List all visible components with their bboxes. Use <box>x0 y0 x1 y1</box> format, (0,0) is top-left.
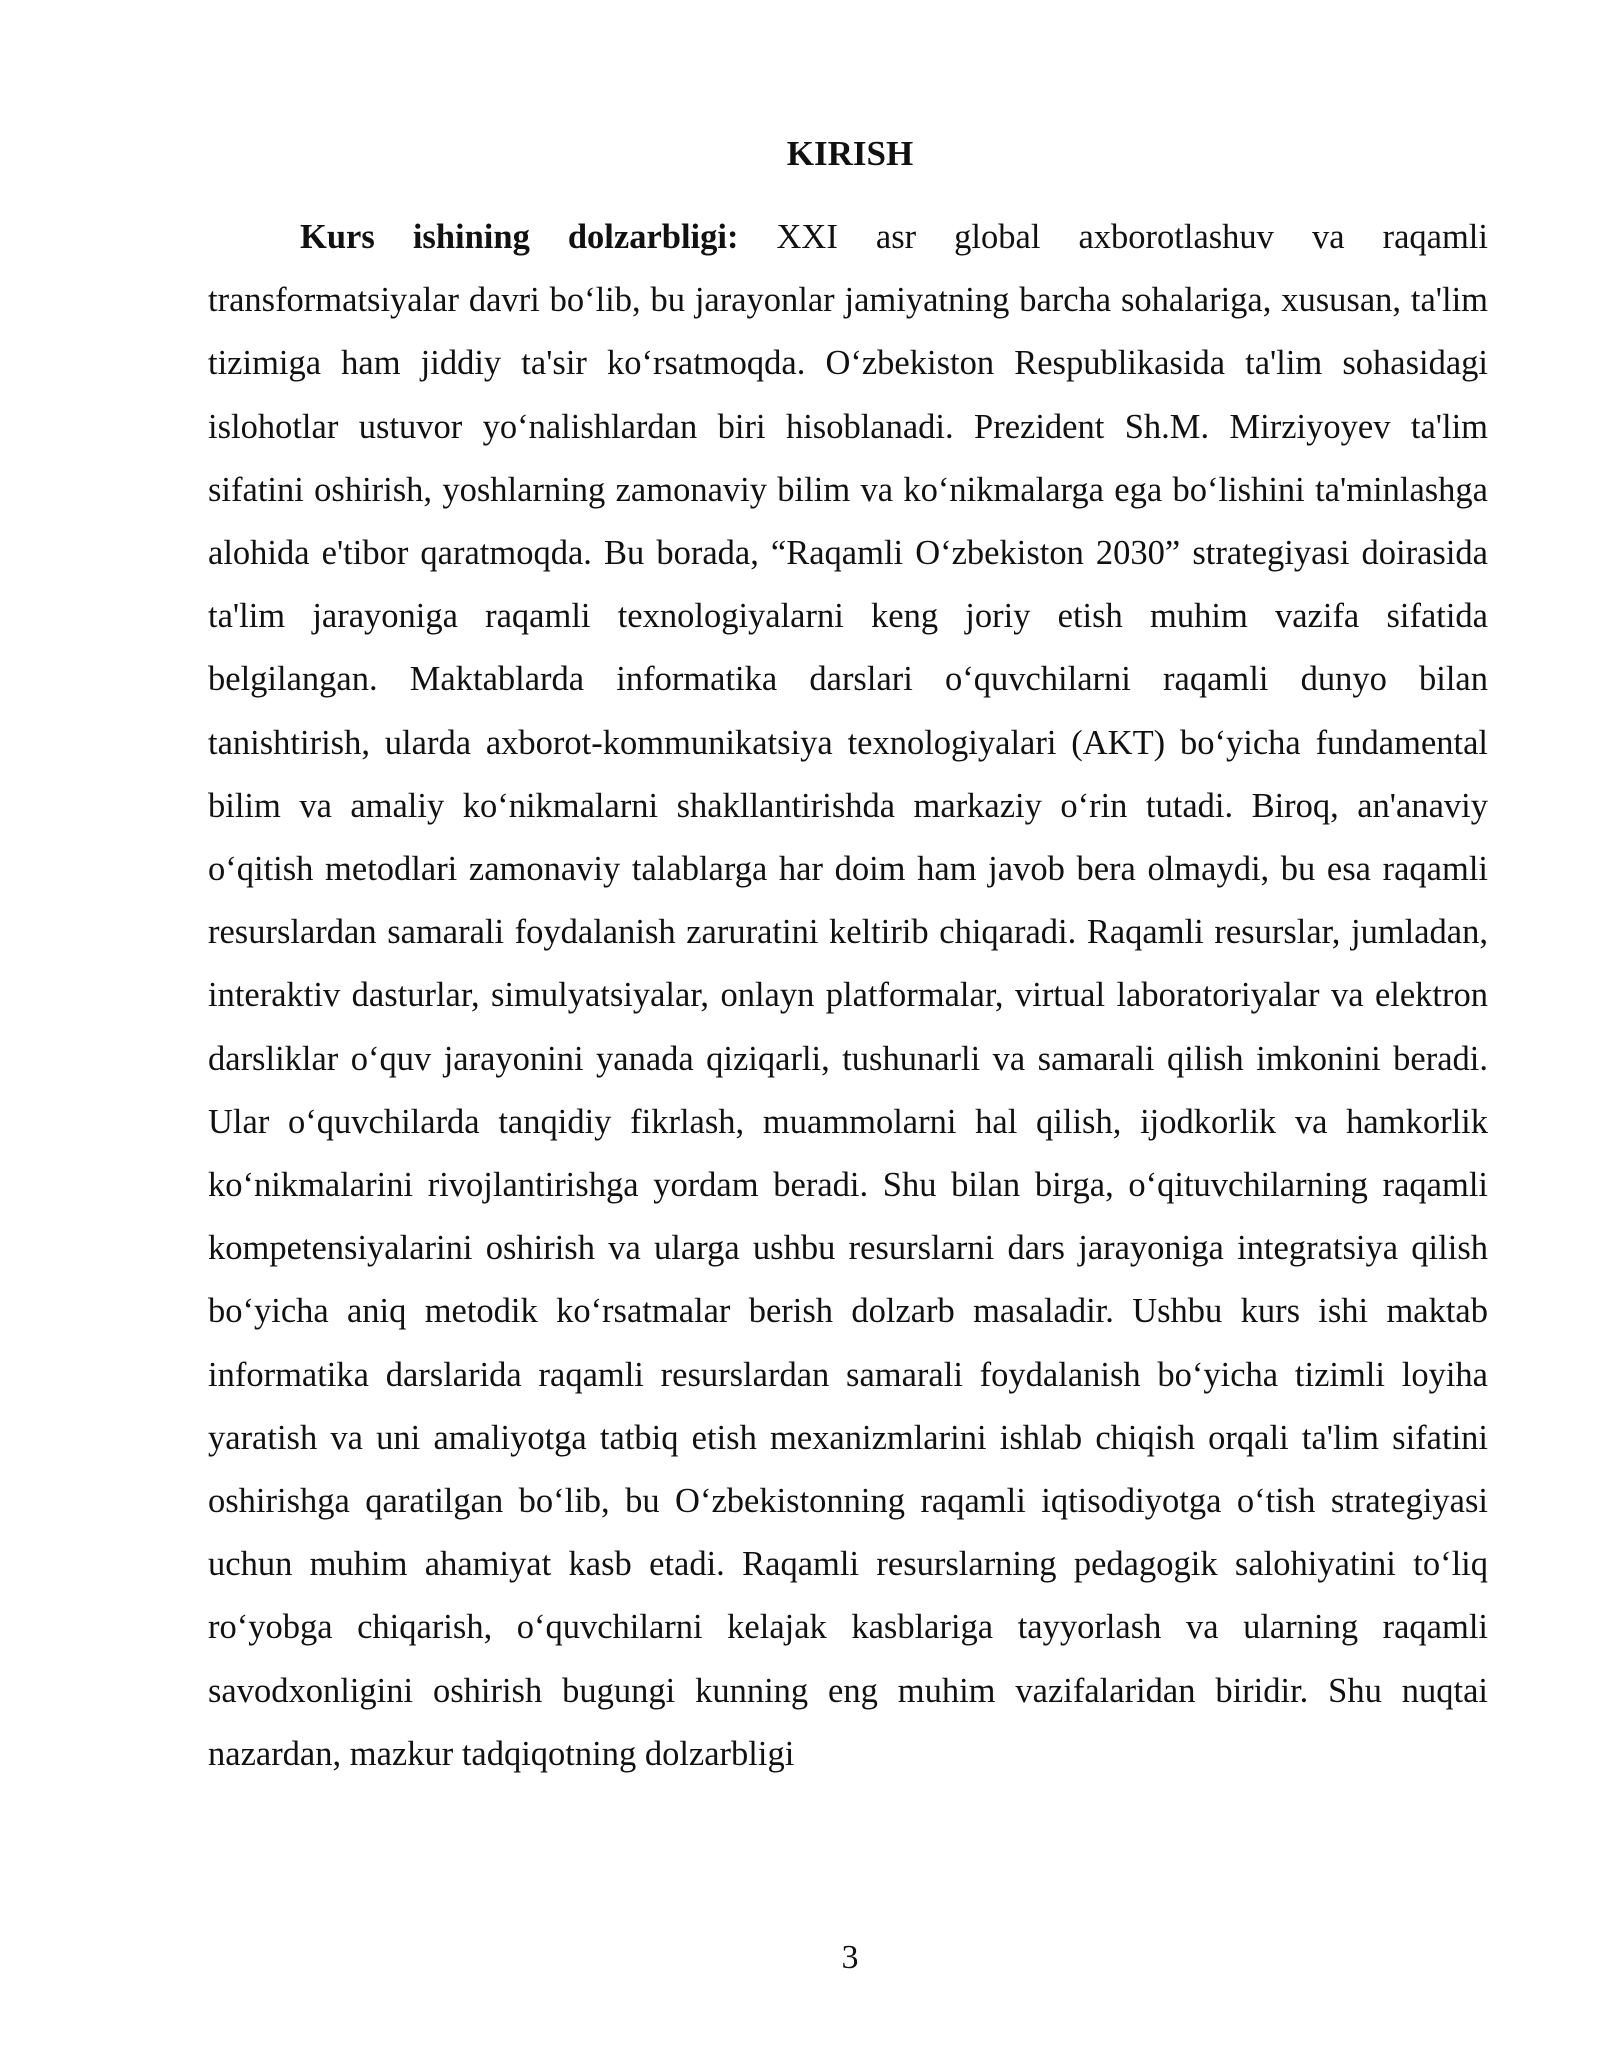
paragraph-lead: Kurs ishining dolzarbligi: <box>300 218 739 256</box>
section-heading: KIRISH <box>786 134 914 173</box>
body-paragraph <box>208 206 1488 1786</box>
page-number: 3 <box>841 1939 859 1976</box>
paragraph-text: XXI asr global axborotlashuv va raqamli transformatsiyalar davri bo‘lib, bu jarayonlar jamiyatning barcha sohalariga, xususan, ta'lim tizimiga ham jiddiy ta'sir ko‘rsatmoqda. O‘zbekiston Respublikasida ta'lim sohasidagi islohotlar ustuvor yo‘nalishlardan biri hisoblanadi. Prezident Sh.M. Mirziyoyev ta'lim sifatini oshirish, yoshlarning zamonaviy bilim va ko‘nikmalarga ega bo‘lishini ta'minlashga alohida e'tibor qaratmoqda. Bu borada, “Raqamli O‘zbekiston 2030” strategiyasi doirasida ta'lim jarayoniga raqamli texnologiyalarni keng joriy etish muhim vazifa sifatida belgilangan. Maktablarda informatika darslari o‘quvchilarni raqamli dunyo bilan tanishtirish, ularda axborot-kommunikatsiya texnologiyalari (AKT) bo‘yicha fundamental bilim va amaliy ko‘nikmalarni shakllantirishda markaziy o‘rin tutadi. Biroq, an'anaviy o‘qitish metodlari zamonaviy talablarga har doim ham javob bera olmaydi, bu esa raqamli resurslardan samarali foydalanish zaruratini keltirib chiqaradi. Raqamli resurslar, jumladan, interaktiv dasturlar, simulyatsiyalar, onlayn platformalar, virtual laboratoriyalar va elektron darsliklar o‘quv jarayonini yanada qiziqarli, tushunarli va samarali qilish imkonini beradi. Ular o‘quvchilarda tanqidiy fikrlash, muammolarni hal qilish, ijodkorlik va hamkorlik ko‘nikmalarini rivojlantirishga yordam beradi. Shu bilan birga, o‘qituvchilarning raqamli kompetensiyalarini oshirish va ularga ushbu resurslarni dars jarayoniga integratsiya qilish bo‘yicha aniq metodik ko‘rsatmalar berish dolzarb masaladir. Ushbu kurs ishi maktab informatika darslarida raqamli resurslardan samarali foydalanish bo‘yicha tizimli loyiha yaratish va uni amaliyotga tatbiq etish mexanizmlarini ishlab chiqish orqali ta'lim sifatini oshirishga qaratilgan bo‘lib, bu O‘zbekistonning raqamli iqtisodiyotga o‘tish strategiyasi uchun muhim ahamiyat kasb etadi. Raqamli resurslarning pedagogik salohiyatini to‘liq ro‘yobga chiqarish, o‘quvchilarni kelajak kasblariga tayyorlash va ularning raqamli savodxonligini oshirish bugungi kunning eng muhim vazifalaridan biridir. Shu nuqtai nazardan, mazkur tadqiqotning dolzarbligi <box>208 218 1488 1773</box>
